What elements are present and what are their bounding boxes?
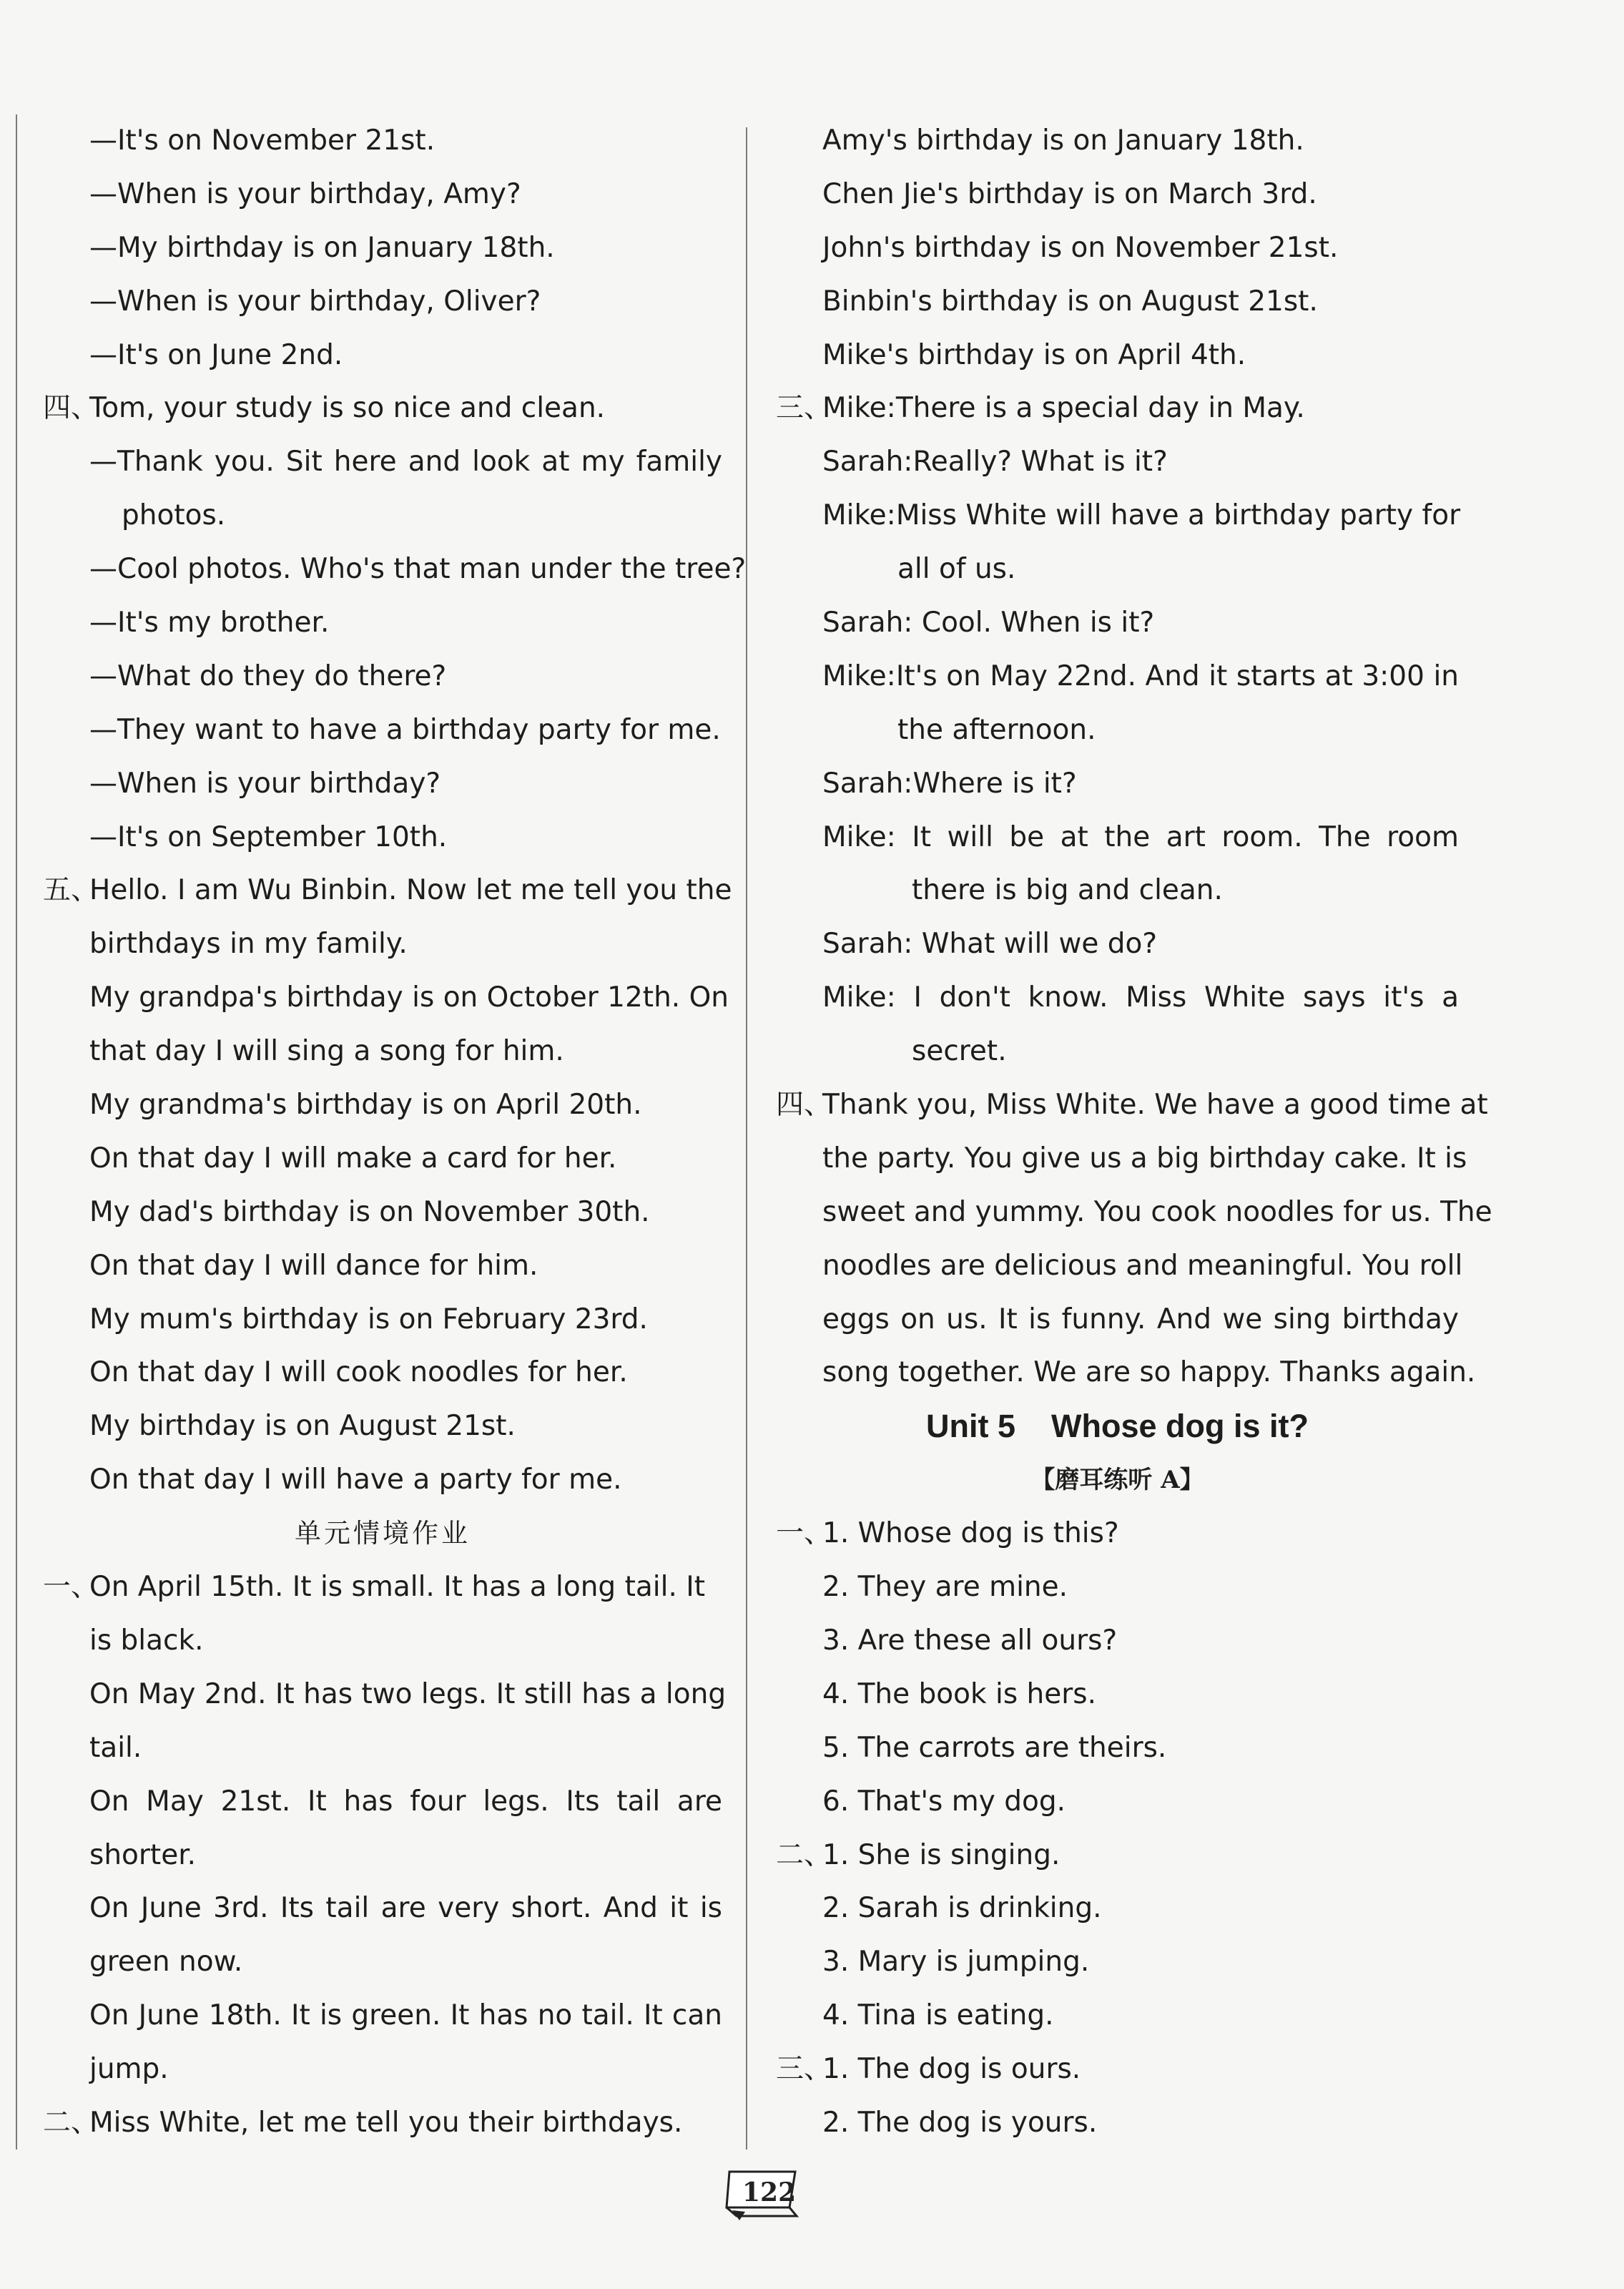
text-line: 2. Sarah is drinking. [822, 1892, 1102, 1925]
text-line: 4. Tina is eating. [822, 1999, 1054, 2032]
section-text: Thank you, Miss White. We have a good time at [822, 1089, 1488, 1122]
text-line: On June 18th. It is green. It has no tail. It can [89, 1999, 722, 2032]
section-marker: 二、 [43, 2106, 99, 2139]
text-line: 2. They are mine. [822, 1571, 1068, 1604]
subsection-title: 【磨耳练听 A】 [1030, 1466, 1204, 1495]
text-line: 2. The dog is yours. [822, 2106, 1098, 2139]
section-text: 1. The dog is ours. [822, 2053, 1081, 2086]
section-text: 1. Whose dog is this? [822, 1517, 1119, 1550]
text-line: shorter. [89, 1838, 197, 1871]
section-marker: 五、 [43, 874, 99, 907]
text-line: Mike's birthday is on April 4th. [822, 338, 1246, 371]
section-line [776, 1507, 1459, 1561]
section-marker: 三、 [776, 2053, 832, 2086]
text-line: My birthday is on August 21st. [89, 1410, 516, 1443]
section-marker: 二、 [776, 1838, 832, 1871]
left-margin-rule [16, 114, 17, 2150]
text-line: —Cool photos. Who's that man under the tree? [89, 553, 747, 586]
section-line [776, 1079, 1488, 1132]
section-text: Miss White, let me tell you their birthdays. [89, 2106, 683, 2139]
section-line [776, 382, 1459, 436]
section-text: 1. She is singing. [822, 1838, 1060, 1871]
text-line: noodles are delicious and meaningful. You roll [822, 1249, 1463, 1282]
text-line: —When is your birthday? [89, 767, 441, 800]
text-line: Sarah: What will we do? [822, 928, 1158, 961]
text-line: Mike: It will be at the art room. The room [822, 820, 1459, 853]
text-line: —When is your birthday, Amy? [89, 177, 521, 210]
section-marker: 一、 [43, 1571, 99, 1604]
section-marker: 三、 [776, 392, 832, 425]
section-marker: 一、 [776, 1517, 832, 1550]
text-line: On that day I will make a card for her. [89, 1142, 617, 1175]
section-marker: 四、 [776, 1089, 832, 1122]
text-line: —It's on September 10th. [89, 820, 448, 853]
text-line: —It's my brother. [89, 607, 330, 639]
section-line [776, 2043, 1459, 2097]
text-line: On that day I will have a party for me. [89, 1464, 622, 1496]
right-column [776, 114, 1492, 2150]
text-line: song together. We are so happy. Thanks again. [822, 1356, 1476, 1389]
text-line: My grandma's birthday is on April 20th. [89, 1089, 642, 1122]
text-line: My mum's birthday is on February 23rd. [89, 1303, 648, 1335]
section-line [43, 382, 722, 436]
text-line: On that day I will cook noodles for her. [89, 1356, 628, 1389]
text-line: John's birthday is on November 21st. [822, 231, 1339, 264]
text-line: —When is your birthday, Oliver? [89, 285, 541, 318]
section-text: Hello. I am Wu Binbin. Now let me tell you the [89, 874, 732, 907]
text-line: 3. Are these all ours? [822, 1624, 1118, 1657]
section-line [43, 864, 732, 918]
text-line: 4. The book is hers. [822, 1677, 1097, 1710]
page-number: 122 [742, 2177, 797, 2207]
text-line: birthdays in my family. [89, 928, 408, 961]
section-line [43, 1561, 722, 1614]
text-line: Mike:It's on May 22nd. And it starts at 3:00 in [822, 660, 1459, 692]
text-line: My grandpa's birthday is on October 12th. On [89, 981, 729, 1014]
text-line: —My birthday is on January 18th. [89, 231, 555, 264]
text-line: On that day I will dance for him. [89, 1249, 538, 1282]
text-line: there is big and clean. [912, 874, 1223, 907]
page-number-badge [724, 2166, 802, 2222]
section-text: Tom, your study is so nice and clean. [89, 392, 606, 425]
text-line: —Thank you. Sit here and look at my family [89, 446, 722, 479]
text-line: jump. [89, 2053, 169, 2086]
text-line: —What do they do there? [89, 660, 447, 692]
text-line: 6. That's my dog. [822, 1785, 1066, 1818]
text-line: Binbin's birthday is on August 21st. [822, 285, 1318, 318]
text-line: the party. You give us a big birthday cake. It is [822, 1142, 1467, 1175]
text-line: Sarah:Really? What is it? [822, 446, 1168, 479]
text-line: —It's on November 21st. [89, 124, 435, 157]
text-line: 5. The carrots are theirs. [822, 1731, 1167, 1764]
text-line: My dad's birthday is on November 30th. [89, 1195, 650, 1228]
unit-title: Unit 5 Whose dog is it? [926, 1408, 1309, 1445]
text-line: Mike:Miss White will have a birthday party for [822, 499, 1461, 532]
text-line: On May 21st. It has four legs. Its tail are [89, 1785, 722, 1818]
text-line: —They want to have a birthday party for me. [89, 713, 721, 746]
text-line: green now. [89, 1946, 243, 1979]
left-column [43, 114, 747, 2150]
text-line: all of us. [897, 553, 1016, 586]
section-line [43, 2097, 722, 2150]
text-line: —It's on June 2nd. [89, 338, 343, 371]
text-line: tail. [89, 1731, 142, 1764]
section-marker: 四、 [43, 392, 99, 425]
section-text: On April 15th. It is small. It has a long tail. It [89, 1571, 706, 1604]
text-line: On May 2nd. It has two legs. It still has a long [89, 1677, 727, 1710]
text-line: photos. [122, 499, 226, 532]
text-line: Chen Jie's birthday is on March 3rd. [822, 177, 1317, 210]
text-line: 3. Mary is jumping. [822, 1946, 1090, 1979]
text-line: Amy's birthday is on January 18th. [822, 124, 1304, 157]
text-line: On June 3rd. Its tail are very short. And it is [89, 1892, 722, 1925]
text-line: sweet and yummy. You cook noodles for us. The [822, 1195, 1492, 1228]
text-line: is black. [89, 1624, 204, 1657]
section-text: Mike:There is a special day in May. [822, 392, 1305, 425]
text-line: that day I will sing a song for him. [89, 1035, 564, 1068]
text-line: the afternoon. [897, 713, 1096, 746]
column-divider [746, 127, 747, 2150]
text-line: Sarah:Where is it? [822, 767, 1077, 800]
text-line: Sarah: Cool. When is it? [822, 607, 1155, 639]
section-line [776, 1829, 1459, 1883]
text-line: Mike: I don't know. Miss White says it's a [822, 981, 1459, 1014]
text-line: secret. [912, 1035, 1007, 1068]
text-line: eggs on us. It is funny. And we sing birthday [822, 1303, 1459, 1335]
section-heading: 单元情境作业 [295, 1518, 471, 1549]
